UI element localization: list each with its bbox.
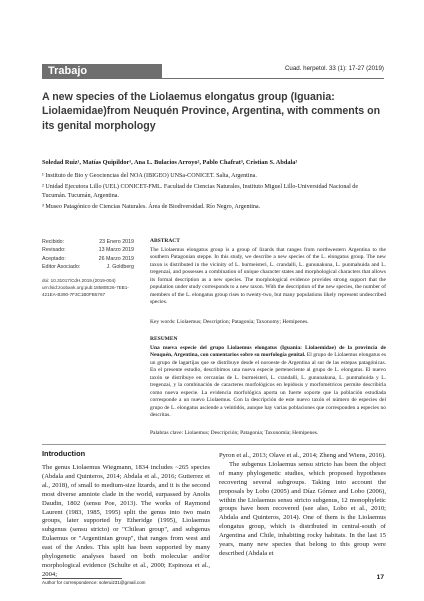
zoobank-id[interactable]: urn:lsid:zoobank.org:pub:18580E26-7EB1-421EA-B390-7F3C1B0FB5767 xyxy=(42,284,129,297)
revised-date: 13 Marzo 2019 xyxy=(98,247,134,254)
affiliations xyxy=(42,172,372,215)
editor-row xyxy=(42,263,134,271)
keywords-text: Liolaemus; Description; Patagonia; Taxonomy; Hemipenes. xyxy=(176,319,309,325)
received-label: Recibido: xyxy=(42,239,65,245)
accepted-date: 26 Marzo 2019 xyxy=(98,255,134,262)
author-list: Soledad Ruiz¹, Matías Quipildor¹, Ana L. Bulacios Arroyo², Pablo Chafrat³, Cristian S. Abdala² xyxy=(42,159,298,166)
resumen xyxy=(150,336,386,420)
received-row xyxy=(42,238,134,246)
abstract-heading: ABSTRACT xyxy=(150,238,180,244)
header-divider xyxy=(162,78,384,79)
doi-link[interactable]: doi: 10.31017/CdH.2019.(2019-004) xyxy=(42,278,116,284)
section-label-text: Trabajo xyxy=(48,65,88,77)
editor-name: J. Goldberg xyxy=(106,263,134,270)
introduction-column-left: The genus Liolaemus Wiegmann, 1834 includes ~265 species (Abdala and Quinteros, 2014; Abdala et al., 2016; Gutierrez et al., 2018), of small to medium-size lizards, and it is the second most diverse amniote clade in the world, surpassed by Anolis Daudin, 1802 (sensu Poe, 2013). The works of Raymond Laurent (1983, 1985, 1995) split the genus into two main groups, later supported by Etheridge (1995), Liolaemus subgenus (sensu stricto) or "Chilean group", and subgenus Eulaemus or "Argentinian group", that ranges from west and east of the Andes. This split has been supported by many phylogenetic analyses based on both molecular and/or morphological evidence (Schulte et al., 2000; Espinoza et al., 2004; xyxy=(42,464,210,578)
correspondence-footnote: Author for correspondence: soleruiz31@gmail.com xyxy=(42,580,146,585)
palabras-clave-text: Liolaemus; Descripción; Patagonia; Taxonomía; Hemipenes. xyxy=(184,430,319,436)
editor-label: Editor Asociado: xyxy=(42,263,81,270)
resumen-text: El grupo de Liolaemus elongatus es un grupo de lagartijas que se distribuye desde el noroeste de Argentina al sur de las estepas patagónicas. En el presente estudio, describimos una nueva especie perteneciente al grupo de L. elongatus. El nuevo taxón se distribuye en cercanías de L. burmeisteri, L. crandalli, L. gununakuna, L. punmahuida y L. tregenzai, y la combinación de caracteres morfológicos en lepidosis y morfométricos permite describirla como nueva especie. La evidencia morfológica aporta un fuerte soporte que la población estudiada corresponde a un nuevo Liolaemus. Con la descripción de este nuevo taxón el número de especies del grupo de L. elongatus asciende a veintidós, aunque hay varias poblaciones que corresponden a especies no descritas. xyxy=(150,352,387,418)
keywords xyxy=(150,319,386,327)
revised-row xyxy=(42,246,134,254)
revised-label: Revisado: xyxy=(42,247,66,254)
accepted-row xyxy=(42,255,134,263)
keywords-label: Key words: xyxy=(150,319,176,325)
footnote-divider xyxy=(42,578,122,579)
abstract xyxy=(150,238,386,307)
journal-reference: Cuad. herpetol. 33 (1): 17-27 (2019) xyxy=(284,65,384,72)
affiliation-1: ¹ Instituto de Bio y Geociencias del NOA (IBIGEO) UNSa-CONICET. Salta, Argentina. xyxy=(42,173,257,179)
resumen-title: Una nueva especie del grupo Liolaemus elongatus (Iguania: Liolaemidae) de la provincia de Neuquén, Argentina, con comentarios sobre su morfología genital. xyxy=(150,344,386,358)
resumen-heading: RESUMEN xyxy=(150,336,178,342)
introduction-column-right xyxy=(219,452,386,559)
palabras-clave xyxy=(150,430,386,438)
accepted-label: Aceptado: xyxy=(42,255,66,262)
section-divider xyxy=(42,444,386,445)
section-label xyxy=(42,64,162,79)
introduction-right-top: Pyron et al., 2013; Olave et al., 2014; Zheng and Wiens, 2016). xyxy=(219,452,386,459)
palabras-clave-label: Palabras clave: xyxy=(150,430,184,436)
received-date: 23 Enero 2019 xyxy=(99,239,134,245)
abstract-text: The Liolaemus elongatus group is a group of lizards that ranges from northwestern Argentina to the southern Patagonian steppe. In this study, we describe a new species of the L. elongatus group. The new taxon is distributed in the vicinity of L. burmeisteri, L. crandalli, L. gununakuna, L. punmahuida and L. tregenzai, and possesses a combination of unique character states and morphological characters that allows its formal description as a new species. The morphological evidence provides strong support that the population under study corresponds to a new taxon. With the description of the new species, the number of members of the L. elongatus group rises to twenty-two, but many populations likely represent undescribed species. xyxy=(150,246,386,305)
introduction-heading: Introduction xyxy=(42,449,86,458)
introduction-right-paragraph: The subgenus Liolaemus sensu stricto has been the object of many phylogenetic studies, which proposed hypotheses recovering several subgroups. Taking into account the proposals by Lobo (2005) and Díaz Gómez and Lobo (2006), within the Liolaemus sensu stricto subgenus, 12 monophyletic groups have been recovered (see also, Lobo et al., 2010; Abdala and Quinteros, 2014). One of them is the Liolaemus elongatus group, which is distributed in central-south of Argentina and Chile, inhabiting rocky habitats. In the last 15 years, many new species that belong to this group were described (Abdala et xyxy=(219,460,386,557)
article-metadata xyxy=(42,238,134,299)
affiliation-3: ³ Museo Patagónico de Ciencias Naturales. Área de Biodiversidad. Río Negro, Argentina. xyxy=(42,204,261,211)
affiliation-2: ² Unidad Ejecutora Lillo (UEL) CONICET-FML. Facultad de Ciencias Naturales, Instituto Miguel Lillo-Universidad Nacional de Tucumán. Tucumán, Argentina. xyxy=(42,184,359,199)
page-number: 17 xyxy=(376,574,384,581)
article-title: A new species of the Liolaemus elongatus group (Iguania: Liolaemidae)from Neuquén Province, Argentina, with comments on its genital morphology xyxy=(42,91,381,132)
